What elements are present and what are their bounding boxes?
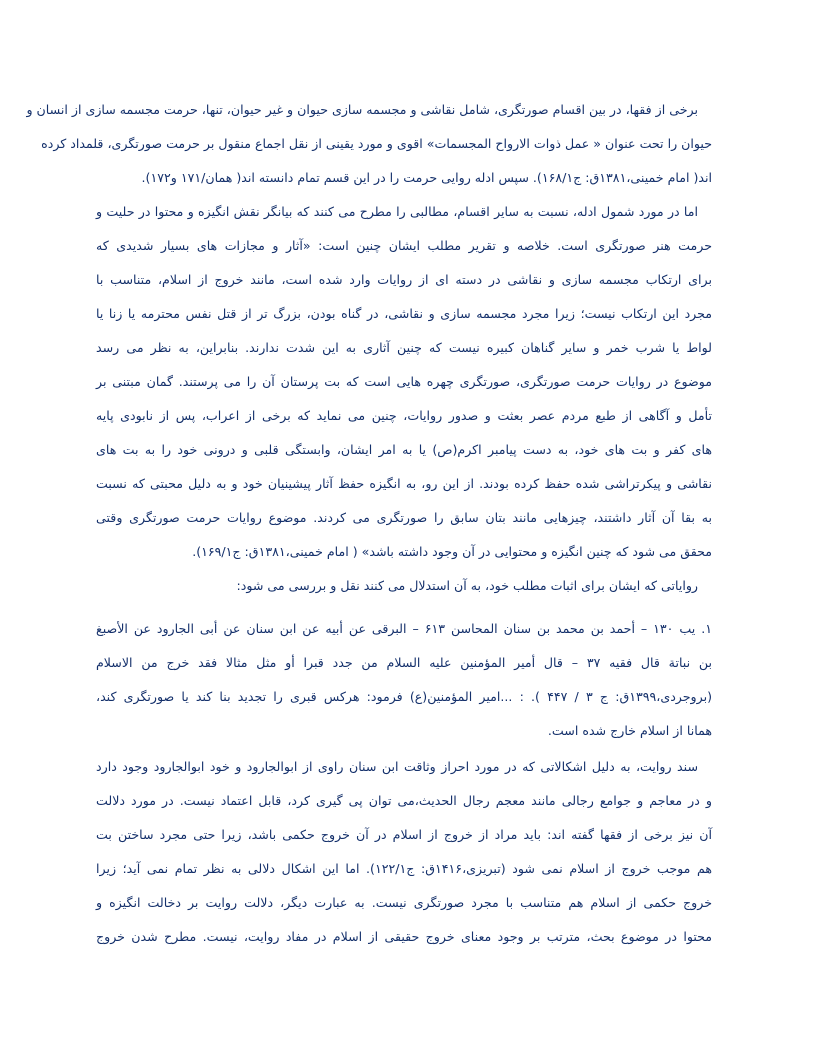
paragraph-line: سند روایت، به دلیل اشکالاتی که در مورد احراز وثاقت ابن سنان راوی از ابوالجارود و خود ابوالجارود وجود دارد (96, 759, 698, 774)
paragraph-2 (96, 195, 712, 569)
paragraph-line: روایاتی که ایشان برای اثبات مطلب خود، به آن استدلال می کنند نقل و بررسی می شود: (236, 578, 698, 593)
paragraph-line: محقق می شود که چنین انگیزه و محتوایی در آن وجود داشته باشد» ( امام خمینی،۱۳۸۱ق: ج۱۶۹/۱). (192, 544, 712, 559)
paragraph-line: حیوان را تحت عنوان « عمل ذوات الارواح المجسمات» اقوی و مورد یقینی از نقل اجماع منقول بر حرمت صورتگری، قلمداد کرده (41, 136, 712, 151)
paragraph-line: حرمت هنر صورتگری است. خلاصه و تقریر مطلب ایشان چنین است: «آثار و مجازات های بسیار شدیدی که (96, 238, 712, 253)
paragraph-line: موضوع در روایات حرمت صورتگری، صورتگری چهره هایی است که بت پرستان آن را می پرستند. گمان مبتنی بر (96, 374, 712, 389)
paragraph-line: لواط یا شرب خمر و سایر گناهان کبیره نیست که چنین آثاری به این شدت ندارند. بنابراین، به نظر می رسد (96, 340, 712, 355)
paragraph-line: همانا از اسلام خارج شده است. (547, 723, 712, 738)
paragraph-line: اما در مورد شمول ادله، نسبت به سایر اقسام، مطالبی را مطرح می کنند که بیانگر نقش انگیزه و محتوا در حلیت و (96, 204, 698, 219)
paragraph-line: اند( امام خمینی،۱۳۸۱ق: ج۱۶۸/۱). سپس ادله روایی حرمت را در این قسم تمام دانسته اند( همان/۱۷۱ و۱۷۲). (141, 170, 712, 185)
paragraph-line: نقاشی و پیکرتراشی شده حفظ کرده بودند. از این رو، به انگیزه حفظ آثار پیشینیان خود و به دلیل محبتی که نسبت (96, 476, 712, 491)
paragraph-line: هم موجب خروج از اسلام نمی شود (تبریزی،۱۴۱۶ق: ج۱۲۲/۱). اما این اشکال دلالی به نظر تمام نمی آید؛ زیرا (96, 861, 712, 876)
paragraph-line: و در معاجم و جوامع رجالی مانند معجم رجال الحدیث،می توان پی گیری کرد، قابل اعتماد نیست. در مورد دلالت (96, 793, 712, 808)
paragraph-line: برای ارتکاب مجسمه سازی و نقاشی در دسته ای از روایات وارد شده است، مانند خروج از اسلام، متناسب با (96, 272, 712, 287)
paragraph-line: به بقا آن آثار داشتند، چیزهایی مانند بتان سابق را صورتگری می کردند. موضوع روایات حرمت صورتگری وقتی (96, 510, 712, 525)
paragraph-line: بن نباتة قال فقیه ۳۷ – قال أمیر المؤمنین علیه السلام من جدد قبرا أو مثل مثالا فقد خرج من الاسلام (96, 655, 712, 670)
paragraph-line: مجرد این ارتکاب نیست؛ زیرا مجرد مجسمه سازی و نقاشی، در گناه بودن، بزرگ تر از قتل نفس محترمه یا زنا یا (96, 306, 712, 321)
paragraph-3 (96, 569, 712, 603)
paragraph-line: برخی از فقها، در بین اقسام صورتگری، شامل نقاشی و مجسمه سازی حیوان و غیر حیوان، تنها، حرمت مجسمه سازی از انسان و (26, 102, 698, 117)
paragraph-4 (96, 612, 712, 748)
paragraph-line: آن نیز برخی از فقها گفته اند: باید مراد از خروج از اسلام در آن خروج حکمی باشد، زیرا حتی مجرد ساختن بت (96, 827, 712, 842)
paragraph-line: های کفر و بت های خود، به دست پیامبر اکرم(ص) یا به امر ایشان، وابستگی قلبی و درونی خود را به بت های (96, 442, 712, 457)
paragraph-line: (بروجردی،۱۳۹۹ق: ج ۳ / ۴۴۷ ). : ...امیر المؤمنین(ع) فرمود: هرکس قبری را تجدید بنا کند یا صورتگری کند، (96, 689, 712, 704)
paragraph-line: تأمل و آگاهی از طبع مردم عصر بعثت و صدور روایات، چنین می نماید که برخی از اعراب، پس از نابودی پایه (96, 408, 712, 423)
paragraph-5 (96, 750, 712, 954)
paragraph-line: محتوا در موضوع بحث، مترتب بر وجود معنای خروج حقیقی از اسلام در مفاد روایت، نیست. مطرح شدن خروج (96, 929, 712, 944)
paragraph-line: ۱. یب ۱۳۰ – أحمد بن محمد بن سنان المحاسن ۶۱۳ – البرقی عن أبیه عن ابن سنان عن أبی الجارود عن الأصبغ (96, 621, 712, 636)
paragraph-1 (26, 93, 712, 195)
paragraph-line: خروج حکمی از اسلام هم متناسب با مجرد صورتگری نیست. به عبارت دیگر، دلالت روایت بر دخالت انگیزه و (96, 895, 712, 910)
